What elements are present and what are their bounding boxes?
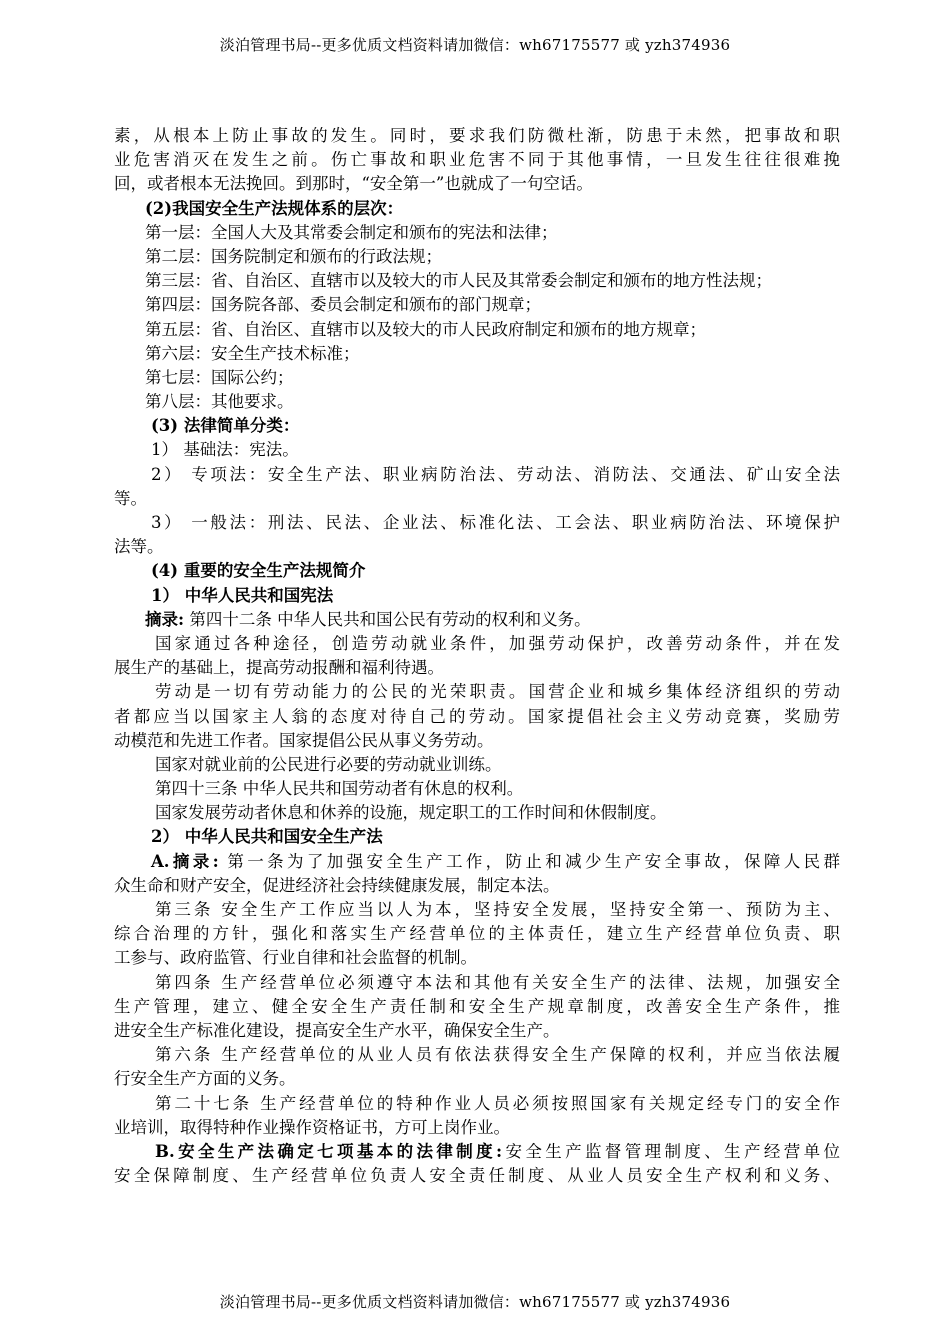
section-heading-4: (4) 重要的安全生产法规简介 xyxy=(151,561,366,581)
excerpt-label-a: A.摘录: xyxy=(151,851,219,871)
article-line: 第二十七条 生产经营单位的特种作业人员必须按照国家有关规定经专门的安全作 xyxy=(155,1093,840,1113)
article-line: 安全保障制度、生产经营单位负责人安全责任制度、从业人员安全生产权利和义务、 xyxy=(114,1166,840,1186)
article-line: 国家发展劳动者休息和休养的设施，规定职工的工作时间和休假制度。 xyxy=(155,803,667,823)
paragraph-line: 业危害消灭在发生之前。伤亡事故和职业危害不同于其他事情，一旦发生往往很难挽 xyxy=(114,150,840,170)
article-text: 第一条为了加强安全生产工作，防止和减少生产安全事故，保障人民群 xyxy=(218,851,840,871)
excerpt-line xyxy=(114,608,840,632)
subsection-heading-safety-law: 2） 中华人民共和国安全生产法 xyxy=(151,827,383,847)
excerpt-label: 摘录: xyxy=(145,609,185,629)
section-heading-3: (3) 法律简单分类： xyxy=(151,416,300,436)
level-item: 第八层：其他要求。 xyxy=(145,392,294,412)
level-item: 第三层：省、自治区、直辖市以及较大的市人民及其常委会制定和颁布的地方性法规； xyxy=(145,271,772,291)
article-line: 生产管理，建立、健全安全生产责任制和安全生产规章制度，改善安全生产条件，推 xyxy=(114,996,840,1016)
article-text: 安全生产监督管理制度、生产经营单位 xyxy=(502,1141,841,1161)
level-item: 第七层：国际公约； xyxy=(145,367,294,387)
section-heading-2: (2)我国安全生产法规体系的层次： xyxy=(145,198,404,218)
excerpt-text: 第四十二条 中华人民共和国公民有劳动的权利和义务。 xyxy=(184,609,591,629)
page-footer: 淡泊管理书局--更多优质文档资料请加微信：wh67175577 或 yzh374936 xyxy=(219,1293,731,1311)
article-line: 展生产的基础上，提高劳动报酬和福利待遇。 xyxy=(114,658,444,678)
article-line: 动模范和先进工作者。国家提倡公民从事义务劳动。 xyxy=(114,730,494,750)
article-line xyxy=(114,1140,840,1164)
level-item: 第六层：安全生产技术标准； xyxy=(145,343,360,363)
article-line: 国家通过各种途径，创造劳动就业条件，加强劳动保护，改善劳动条件，并在发 xyxy=(155,633,840,653)
paragraph-line: 回，或者根本无法挽回。到那时，“安全第一”也就成了一句空话。 xyxy=(114,174,593,194)
article-line: 工参与、政府监管、行业自律和社会监督的机制。 xyxy=(114,948,477,968)
level-item: 第五层：省、自治区、直辖市以及较大的市人民政府制定和颁布的地方规章； xyxy=(145,319,706,339)
level-item: 第一层：全国人大及其常委会制定和颁布的宪法和法律； xyxy=(145,222,558,242)
article-line: 者都应当以国家主人翁的态度对待自己的劳动。国家提倡社会主义劳动竞赛，奖励劳 xyxy=(114,706,840,726)
article-line: 进安全生产标准化建设，提高安全生产水平，确保安全生产。 xyxy=(114,1020,560,1040)
legal-system-label: B.安全生产法确定七项基本的法律制度: xyxy=(155,1141,503,1161)
article-line: 第三条 安全生产工作应当以人为本，坚持安全发展，坚持安全第一、预防为主、 xyxy=(155,900,840,919)
article-line: 众生命和财产安全，促进经济社会持续健康发展，制定本法。 xyxy=(114,875,560,895)
article-line: 第四条 生产经营单位必须遵守本法和其他有关安全生产的法律、法规，加强安全 xyxy=(155,972,840,992)
article-line: 行安全生产方面的义务。 xyxy=(114,1069,296,1089)
classification-item: 2） 专项法：安全生产法、职业病防治法、劳动法、消防法、交通法、矿山安全法 xyxy=(151,464,840,484)
article-line: 综合治理的方针，强化和落实生产经营单位的主体责任，建立生产经营单位负责、职 xyxy=(114,924,840,944)
paragraph-line: 素，从根本上防止事故的发生。同时，要求我们防微杜渐，防患于未然，把事故和职 xyxy=(114,126,840,145)
subsection-heading-constitution: 1） 中华人民共和国宪法 xyxy=(151,585,334,605)
classification-item-cont: 等。 xyxy=(114,488,147,508)
classification-item-cont: 法等。 xyxy=(114,537,164,557)
level-item: 第二层：国务院制定和颁布的行政法规； xyxy=(145,246,442,266)
document-body xyxy=(114,124,840,1188)
article-line: 业培训，取得特种作业操作资格证书，方可上岗作业。 xyxy=(114,1117,510,1137)
article-line: 劳动是一切有劳动能力的公民的光荣职责。国营企业和城乡集体经济组织的劳动 xyxy=(155,682,840,702)
article-line: 第六条 生产经营单位的从业人员有依法获得安全生产保障的权利，并应当依法履 xyxy=(155,1045,840,1065)
classification-item: 3） 一般法：刑法、民法、企业法、标准化法、工会法、职业病防治法、环境保护 xyxy=(151,513,840,532)
article-line: 第四十三条 中华人民共和国劳动者有休息的权利。 xyxy=(155,779,524,799)
level-item: 第四层：国务院各部、委员会制定和颁布的部门规章； xyxy=(145,295,541,315)
page-header: 淡泊管理书局--更多优质文档资料请加微信：wh67175577 或 yzh374936 xyxy=(219,36,731,54)
article-line: 国家对就业前的公民进行必要的劳动就业训练。 xyxy=(155,754,502,774)
classification-item: 1） 基础法：宪法。 xyxy=(151,440,299,460)
article-line xyxy=(114,850,840,874)
